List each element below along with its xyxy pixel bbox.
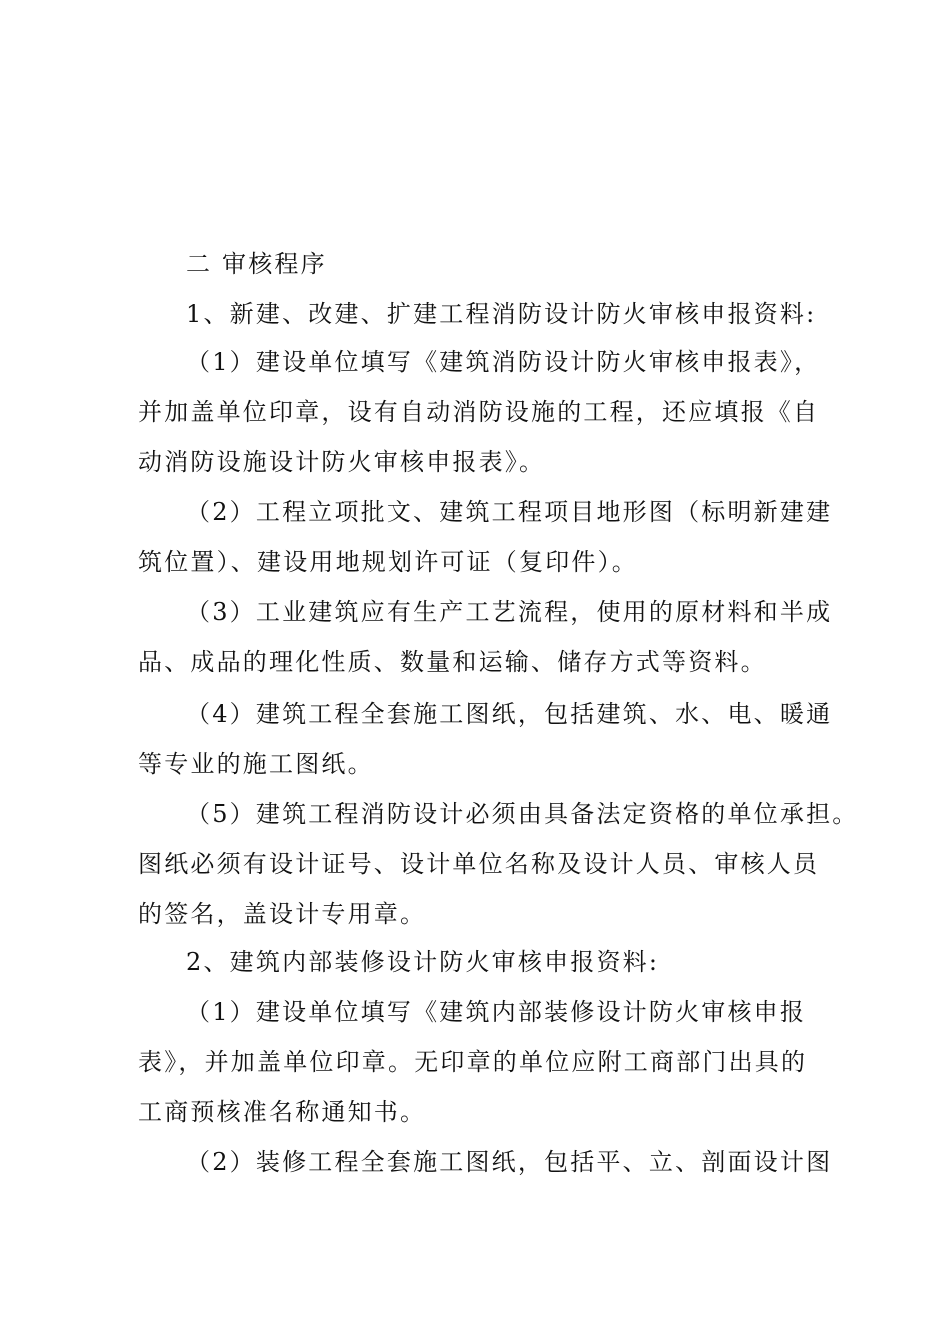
paragraph-line: 等专业的施工图纸。: [138, 750, 374, 778]
paragraph-line: 图纸必须有设计证号、设计单位名称及设计人员、审核人员: [138, 850, 820, 878]
paragraph-line: （5）建筑工程消防设计必须由具备法定资格的单位承担。: [186, 800, 859, 828]
paragraph-line: 工商预核准名称通知书。: [138, 1098, 427, 1126]
item-2-heading: 2、建筑内部装修设计防火审核申报资料:: [186, 948, 660, 976]
paragraph-line: （1）建设单位填写《建筑消防设计防火审核申报表》，: [186, 348, 821, 376]
section-heading: 二 审核程序: [186, 250, 327, 278]
paragraph-line: 品、成品的理化性质、数量和运输、储存方式等资料。: [138, 648, 767, 676]
paragraph-line: 筑位置）、建设用地规划许可证（复印件）。: [138, 548, 638, 576]
paragraph-line: （4）建筑工程全套施工图纸，包括建筑、水、电、暖通: [186, 700, 833, 728]
paragraph-line: （1）建设单位填写《建筑内部装修设计防火审核申报: [186, 998, 807, 1026]
paragraph-line: 并加盖单位印章，设有自动消防设施的工程，还应填报《自: [138, 398, 820, 426]
paragraph-line: 动消防设施设计防火审核申报表》。: [138, 448, 546, 476]
paragraph-line: （2）工程立项批文、建筑工程项目地形图（标明新建建: [186, 498, 833, 526]
paragraph-line: （2）装修工程全套施工图纸，包括平、立、剖面设计图: [186, 1148, 833, 1176]
paragraph-line: 表》，并加盖单位印章。无印章的单位应附工商部门出具的: [138, 1048, 808, 1076]
paragraph-line: 的签名，盖设计专用章。: [138, 900, 427, 928]
paragraph-line: （3）工业建筑应有生产工艺流程，使用的原材料和半成: [186, 598, 833, 626]
item-1-heading: 1、新建、改建、扩建工程消防设计防火审核申报资料:: [186, 300, 817, 328]
